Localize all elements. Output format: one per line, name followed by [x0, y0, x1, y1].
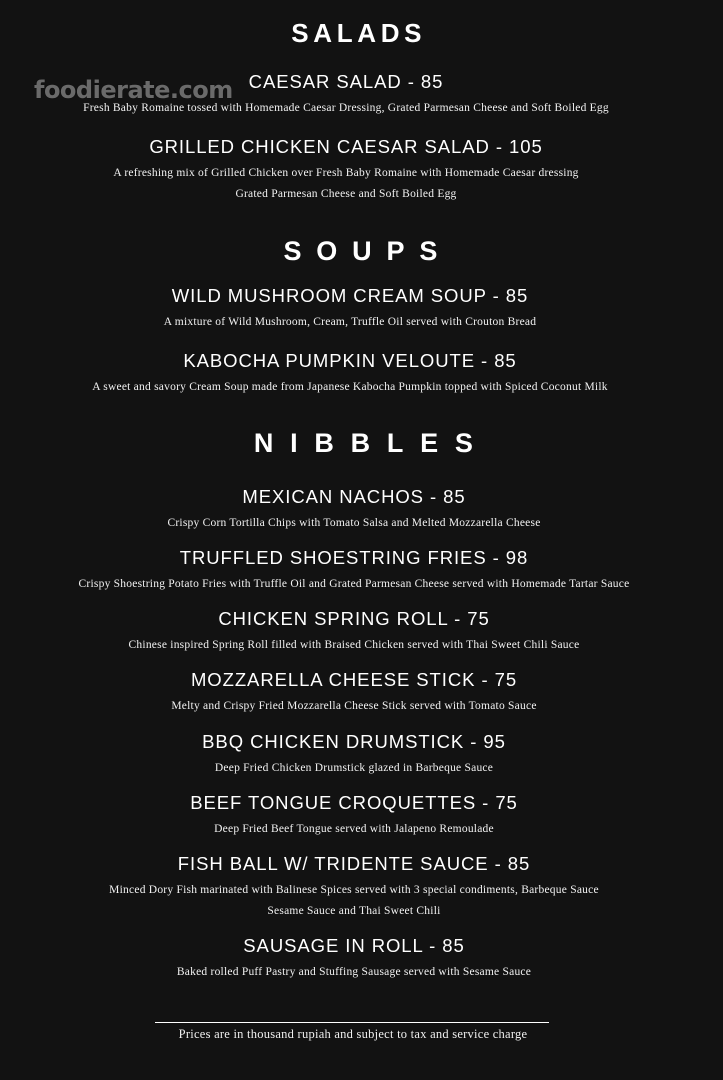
menu-item-description: Baked rolled Puff Pastry and Stuffing Sausage served with Sesame Sauce: [176, 966, 532, 978]
menu-item-name: TRUFFLED SHOESTRING FRIES - 98: [179, 547, 529, 568]
menu-item-name: SAUSAGE IN ROLL - 85: [243, 935, 465, 956]
menu-item-description: A mixture of Wild Mushroom, Cream, Truffle Oil served with Crouton Bread: [163, 316, 537, 328]
section-heading-nibbles: NIBBLES: [253, 428, 490, 458]
menu-item-description: Melty and Crispy Fried Mozzarella Cheese Stick served with Tomato Sauce: [171, 700, 537, 712]
menu-item-name: MOZZARELLA CHEESE STICK - 75: [190, 669, 518, 690]
footer-divider: [155, 1022, 549, 1023]
menu-item-name: BBQ CHICKEN DRUMSTICK - 95: [202, 731, 506, 752]
menu-item-name: CAESAR SALAD - 85: [248, 71, 444, 92]
menu-item-description: Deep Fried Beef Tongue served with Jalapeno Remoulade: [214, 823, 494, 835]
menu-item-description: A sweet and savory Cream Soup made from Japanese Kabocha Pumpkin topped with Spiced Coconut Milk: [92, 381, 608, 393]
menu-item-name: WILD MUSHROOM CREAM SOUP - 85: [171, 285, 529, 306]
menu-item-name: BEEF TONGUE CROQUETTES - 75: [190, 792, 518, 813]
menu-item-description: Deep Fried Chicken Drumstick glazed in Barbeque Sauce: [214, 762, 494, 774]
footer-price-note: Prices are in thousand rupiah and subject to tax and service charge: [178, 1027, 528, 1041]
menu-item-description: Sesame Sauce and Thai Sweet Chili: [267, 905, 441, 917]
watermark-logo: foodierate.com: [34, 76, 233, 104]
menu-item-description: Grated Parmesan Cheese and Soft Boiled Egg: [235, 188, 457, 200]
menu-item-name: CHICKEN SPRING ROLL - 75: [218, 608, 490, 629]
menu-item-description: Crispy Corn Tortilla Chips with Tomato Salsa and Melted Mozzarella Cheese: [167, 517, 541, 529]
section-heading-soups: SOUPS: [283, 236, 453, 266]
menu-item-description: A refreshing mix of Grilled Chicken over Fresh Baby Romaine with Homemade Caesar dressing: [113, 167, 579, 179]
menu-item-description: Crispy Shoestring Potato Fries with Truffle Oil and Grated Parmesan Cheese served with Homemade Tartar Sauce: [78, 578, 630, 590]
menu-item-name: FISH BALL W/ TRIDENTE SAUCE - 85: [177, 853, 531, 874]
menu-item-description: Fresh Baby Romaine tossed with Homemade Caesar Dressing, Grated Parmesan Cheese and Soft Boiled Egg: [83, 102, 609, 114]
section-heading-salads: SALADS: [291, 18, 427, 48]
menu-item-description: Minced Dory Fish marinated with Balinese Spices served with 3 special condiments, Barbeque Sauce: [109, 884, 599, 896]
menu-item-name: KABOCHA PUMPKIN VELOUTE - 85: [183, 350, 517, 371]
menu-item-name: GRILLED CHICKEN CAESAR SALAD - 105: [149, 136, 543, 157]
menu-item-name: MEXICAN NACHOS - 85: [242, 486, 466, 507]
menu-item-description: Chinese inspired Spring Roll filled with Braised Chicken served with Thai Sweet Chili Sauce: [128, 639, 580, 651]
